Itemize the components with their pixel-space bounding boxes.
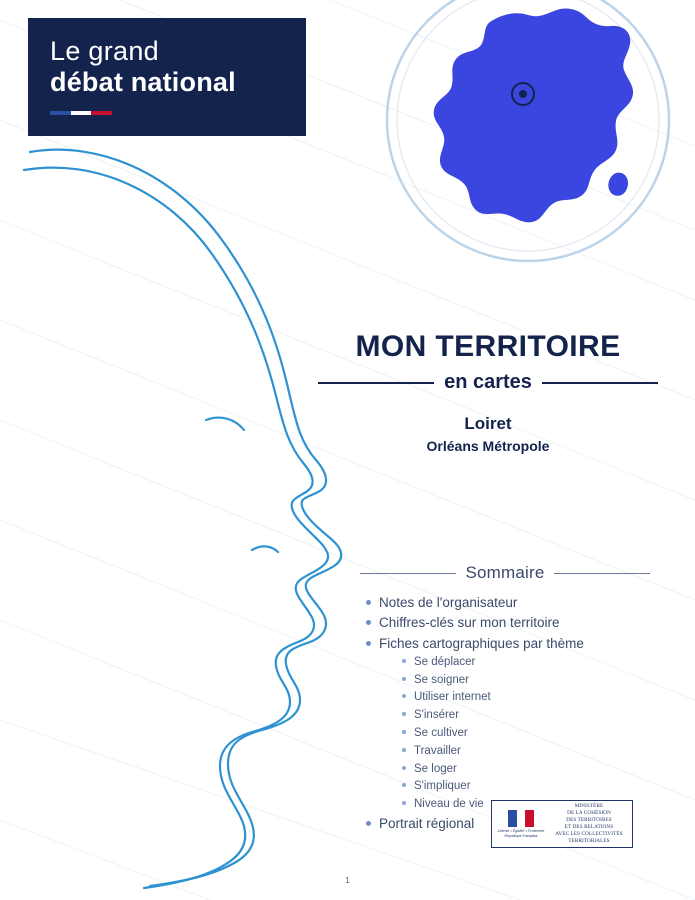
toc-header-row <box>360 563 650 583</box>
bullet-icon <box>402 730 406 734</box>
toc-subitem-label: Utiliser internet <box>414 691 491 704</box>
subtitle-rule-left <box>318 382 434 384</box>
toc-item-chiffres-cles[interactable] <box>360 613 650 633</box>
territory-subname: Orléans Métropole <box>426 438 550 454</box>
bullet-icon <box>402 748 406 752</box>
page-subtitle: en cartes <box>444 371 532 393</box>
toc-item-fiches-cartographiques[interactable] <box>360 634 650 654</box>
toc-subitem-utiliser-internet[interactable] <box>396 689 650 707</box>
brand-logo-block <box>28 18 306 136</box>
ministry-name-line5: AVEC LES COLLECTIVITÉS <box>555 831 623 838</box>
toc-subitem-label: Se soigner <box>414 673 469 686</box>
toc-subitem-se-deplacer[interactable] <box>396 654 650 672</box>
page-number: 1 <box>345 876 350 885</box>
toc-rule-left <box>360 573 456 574</box>
republique-name: République Française <box>504 833 538 838</box>
ministry-name <box>550 803 632 845</box>
bullet-icon <box>366 600 371 605</box>
page-title: MON TERRITOIRE <box>355 330 621 363</box>
toc-subitem-se-loger[interactable] <box>396 761 650 779</box>
bullet-icon <box>402 712 406 716</box>
toc-item-label: Fiches cartographiques par thème <box>379 635 584 651</box>
bullet-icon <box>402 766 406 770</box>
ministry-logo <box>491 800 633 848</box>
brand-logo-line2: débat national <box>50 67 236 98</box>
ministry-name-line2: DE LA COHÉSION <box>567 809 611 816</box>
toc-item-label: Chiffres-clés sur mon territoire <box>379 615 560 631</box>
toc-subitem-label: S'insérer <box>414 709 460 722</box>
french-flag-icon <box>50 111 112 115</box>
toc-subitem-label: Se cultiver <box>414 727 468 739</box>
toc-subitem-label: Se déplacer <box>414 655 476 668</box>
toc-subitem-label: Niveau de vie <box>414 798 484 811</box>
toc-subitem-label: S'impliquer <box>414 780 471 793</box>
republique-motto: Liberté • Égalité • Fraternité <box>497 829 545 834</box>
toc-subitem-simpliquer[interactable] <box>396 778 650 796</box>
toc-item-label: Portrait régional <box>379 816 475 832</box>
page-subtitle-row <box>318 371 658 394</box>
bullet-icon <box>366 821 371 826</box>
subtitle-rule-right <box>542 382 658 384</box>
ministry-name-line3: DES TERRITOIRES <box>566 816 612 823</box>
territory-name: Loiret <box>464 414 512 433</box>
toc-subitem-sinserer[interactable] <box>396 707 650 725</box>
toc-item-notes[interactable] <box>360 593 650 613</box>
bullet-icon <box>366 641 371 646</box>
table-of-contents <box>360 563 650 834</box>
toc-subitem-se-soigner[interactable] <box>396 672 650 690</box>
french-flag-icon <box>508 810 534 827</box>
toc-subitem-travailler[interactable] <box>396 743 650 761</box>
france-map-icon <box>378 0 678 284</box>
toc-rule-right <box>554 573 650 574</box>
toc-subitem-label: Se loger <box>414 762 457 775</box>
toc-title: Sommaire <box>465 563 545 582</box>
marianne-profile-silhouette <box>0 130 400 890</box>
bullet-icon <box>402 677 406 681</box>
toc-subitem-label: Travailler <box>414 744 461 757</box>
ministry-name-line1: MINISTÈRE <box>574 802 604 809</box>
toc-sublist <box>396 654 650 814</box>
bullet-icon <box>402 783 406 787</box>
bullet-icon <box>402 694 406 698</box>
toc-subitem-se-cultiver[interactable] <box>396 725 650 743</box>
republique-francaise-emblem <box>492 808 550 840</box>
ministry-name-line4: ET DES RELATIONS <box>564 824 614 830</box>
toc-item-label: Notes de l'organisateur <box>379 595 518 610</box>
bullet-icon <box>402 801 406 805</box>
bullet-icon <box>402 659 406 663</box>
bullet-icon <box>366 620 371 625</box>
brand-logo-line1: Le grand <box>50 36 159 66</box>
ministry-name-line6: TERRITORIALES <box>568 838 610 845</box>
